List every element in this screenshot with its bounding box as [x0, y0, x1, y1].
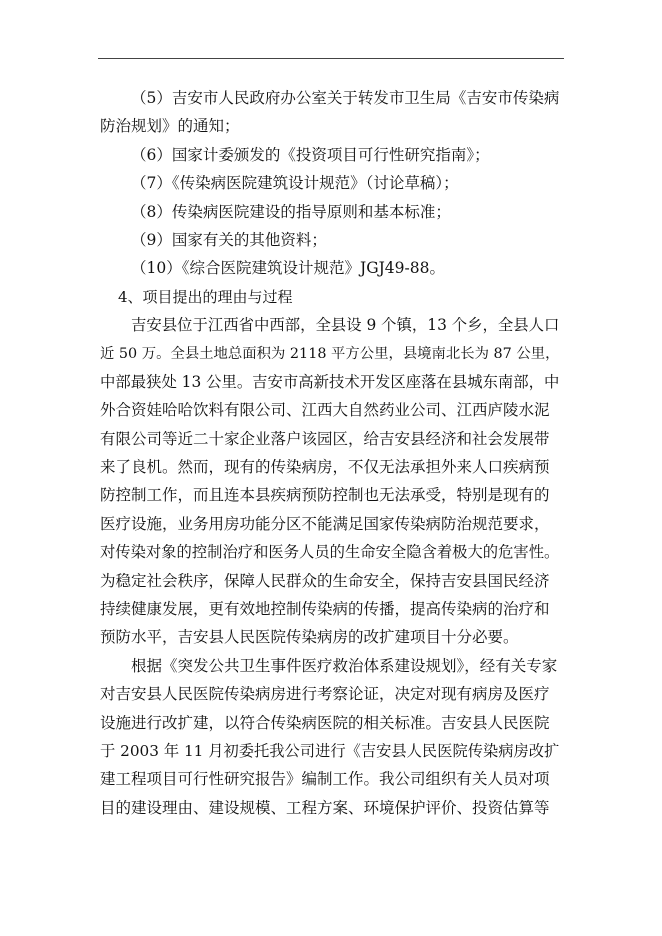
paragraph-2-line-1: 根据《突发公共卫生事件医疗救治体系建设规划》，经有关专家 [131, 656, 558, 675]
paragraph-2-line-3: 设施进行改扩建，以符合传染病医院的相关标准。吉安县人民医院 [100, 713, 550, 732]
paragraph-1-line-7: 防控制工作，而且连本县疾病预防控制也无法承受，特别是现有的 [100, 486, 550, 505]
paragraph-2-line-6: 目的建设理由、建设规模、工程方案、环境保护评价、投资估算等 [100, 798, 550, 817]
paragraph-1-line-6: 来了良机。然而，现有的传染病房，不仅无法承担外来人口疾病预 [100, 458, 550, 477]
paragraph-2-line-4: 于 2003 年 11 月初委托我公司进行《吉安县人民医院传染病房改扩 [100, 741, 560, 760]
ref-item-10: （10）《综合医院建筑设计规范》JGJ49-88。 [131, 259, 445, 278]
paragraph-1-line-10: 为稳定社会秩序，保障人民群众的生命安全，保持吉安县国民经济 [100, 571, 550, 590]
paragraph-1-line-2: 近 50 万。全县土地总面积为 2118 平方公里，县境南北长为 87 公里， [100, 345, 560, 362]
ref-item-5-line-1: （5）吉安市人民政府办公室关于转发市卫生局《吉安市传染病 [131, 89, 560, 107]
header-rule [98, 58, 564, 59]
paragraph-1-line-3: 中部最狭处 13 公里。吉安市高新技术开发区座落在县城东南部，中 [100, 372, 560, 391]
paragraph-1-line-9: 对传染对象的控制治疗和医务人员的生命安全隐含着极大的危害性。 [100, 543, 560, 562]
ref-item-9: （9）国家有关的其他资料； [131, 230, 327, 249]
paragraph-1-line-11: 持续健康发展，更有效地控制传染病的传播，提高传染病的治疗和 [100, 600, 550, 619]
paragraph-1-line-1: 吉安县位于江西省中西部，全县设 9 个镇，13 个乡，全县人口 [131, 316, 560, 335]
paragraph-2-line-5: 建工程项目可行性研究报告》编制工作。我公司组织有关人员对项 [100, 770, 550, 789]
ref-item-7: （7）《传染病医院建筑设计规范》（讨论草稿）； [131, 174, 459, 193]
section-heading: 4、项目提出的理由与过程 [118, 287, 293, 306]
paragraph-2-line-2: 对吉安县人民医院传染病房进行考察论证，决定对现有病房及医疗 [100, 685, 550, 704]
paragraph-1-line-5: 有限公司等近二十家企业落户该园区，给吉安县经济和社会发展带 [100, 429, 550, 448]
paragraph-1-line-8: 医疗设施，业务用房功能分区不能满足国家传染病防治规范要求， [100, 514, 550, 533]
paragraph-1-line-12: 预防水平，吉安县人民医院传染病房的改扩建项目十分必要。 [100, 628, 519, 647]
ref-item-8: （8）传染病医院建设的指导原则和基本标准； [131, 202, 451, 221]
ref-item-6: （6）国家计委颁发的《投资项目可行性研究指南》； [131, 145, 490, 164]
ref-item-5-line-2: 防治规划》的通知； [100, 117, 240, 136]
document-body [100, 84, 562, 822]
paragraph-1-line-4: 外合资娃哈哈饮料有限公司、江西大自然药业公司、江西庐陵水泥 [100, 401, 550, 420]
